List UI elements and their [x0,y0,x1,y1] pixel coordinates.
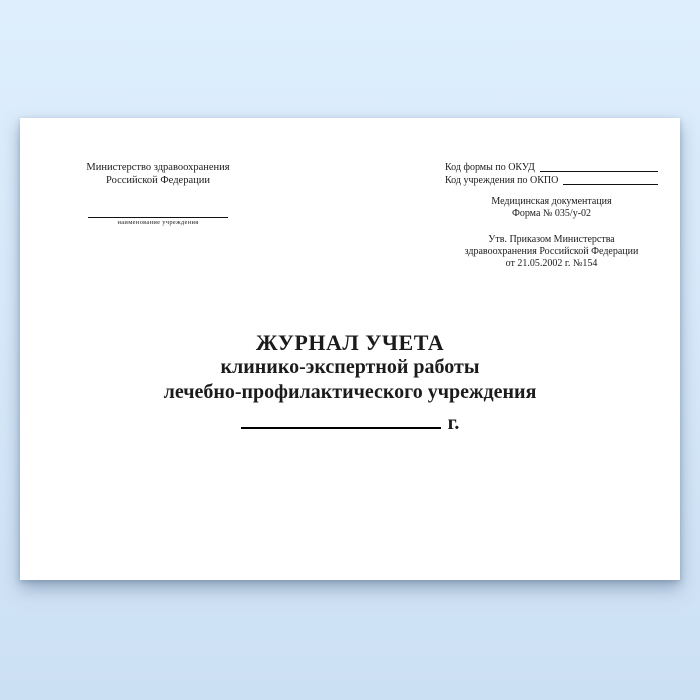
institution-name-blank-line [88,217,228,218]
ministry-name-line-2: Российской Федерации [106,174,210,186]
okpo-blank-line [563,184,658,185]
year-suffix: г. [447,412,460,434]
journal-subtitle-1: клинико-экспертной работы [220,356,480,378]
year-row [20,410,680,436]
ministry-name-line-1: Министерство здравоохранения [86,162,230,173]
doc-type-block [445,196,658,220]
okud-blank-line [540,171,658,172]
form-number-line: Форма № 035/у-02 [511,208,592,219]
ministry-block [60,162,256,227]
approval-line-1: Утв. Приказом Министерства [488,234,615,245]
journal-subtitle-2: лечебно-профилактического учреждения [163,381,537,403]
approval-block [445,234,658,270]
approval-line-3: от 21.05.2002 г. №154 [505,258,598,269]
approval-line-2: здравоохранения Российской Федерации [464,246,639,257]
journal-cover-page [20,118,680,580]
institution-caption: наименование учреждения [117,219,199,226]
okpo-label: Код учреждения по ОКПО [445,175,559,186]
year-blank-line [241,427,441,429]
okud-row [445,162,658,174]
codes-block [445,162,658,270]
okpo-row [445,175,658,187]
title-block [20,330,680,436]
doc-type-line: Медицинская документация [491,196,612,207]
okud-label: Код формы по ОКУД [445,162,535,173]
journal-title: ЖУРНАЛ УЧЕТА [255,330,445,355]
